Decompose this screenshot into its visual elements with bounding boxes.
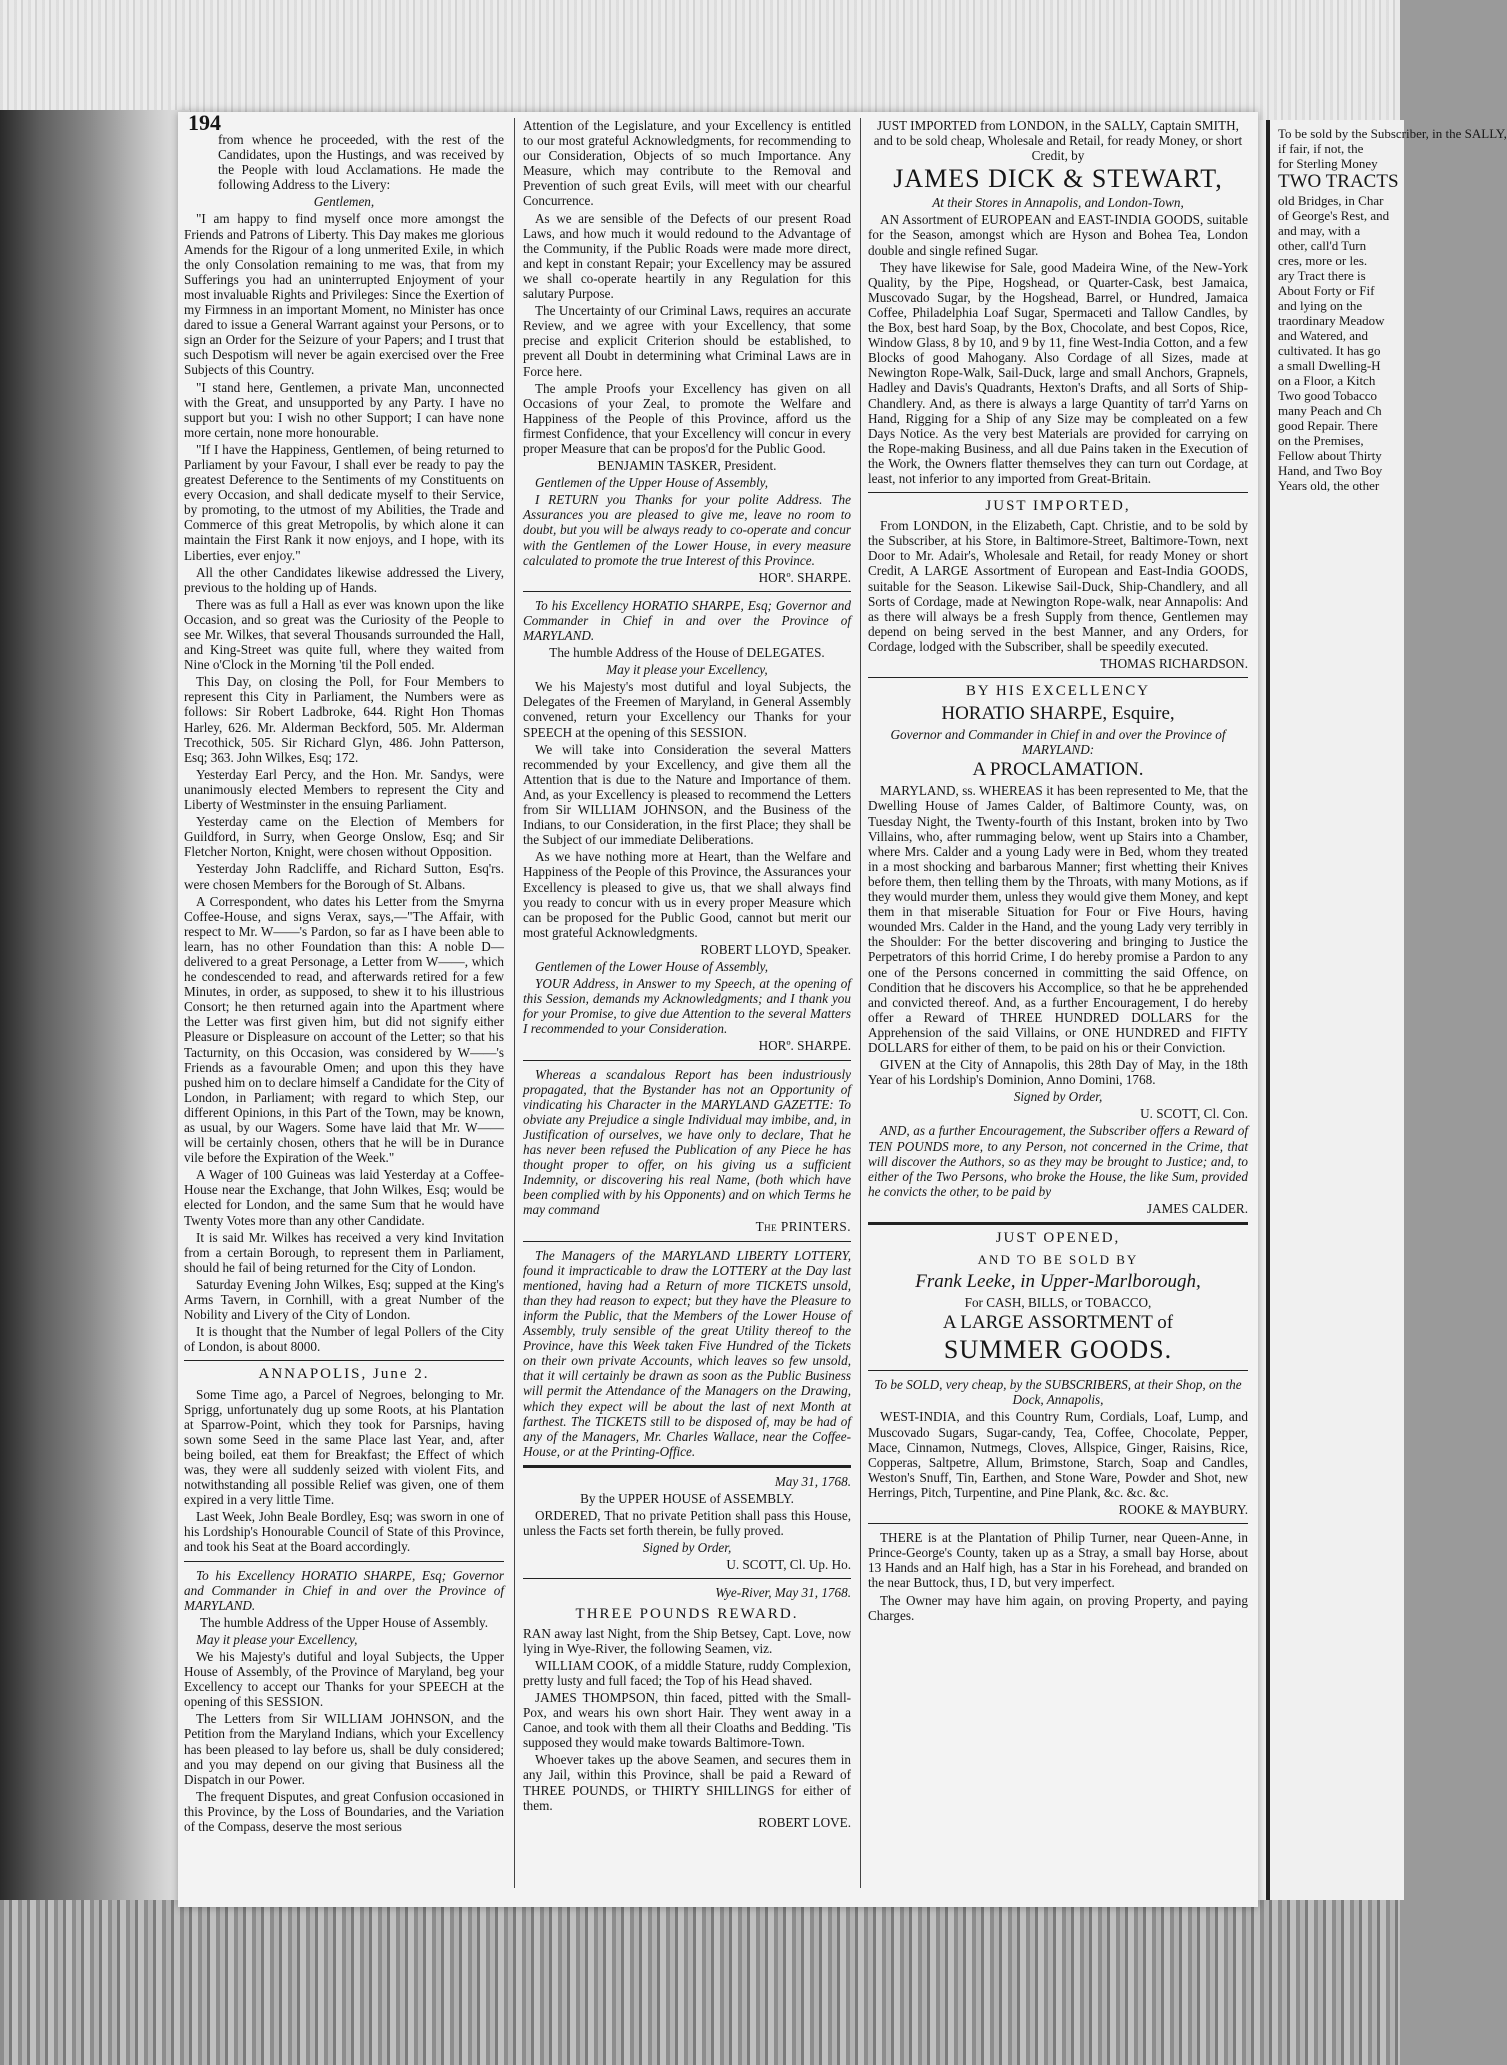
printers-notice: Whereas a scandalous Report has been industriously propagated, that the Bystander has not an Opportunity of vindicating his Character in the MARYLAND GAZETTE: To obviate any Prejudice a single Individual may imbibe, and, in Justification of ourselves, we have only to declare, That he has never been refused the Publication of any Piece he has thought proper to offer, on his giving us a sufficient Indemnity, or discovering his real Name, (both which have been complied with by his Opponents) and on which Terms he may command (523, 1066, 851, 1218)
signature: JAMES CALDER. (1146, 1200, 1248, 1216)
article-paragraph: As we have nothing more at Heart, than the Welfare and Happiness of the People of this Province, the Assurances your Excellency is pleased to give us, that we shall always find you ready to concur with us in every proper Measure which can be proposed for the Public Good, cannot but merit our most grateful Acknowledgments. (523, 849, 851, 940)
signature: ROOKE & MAYBURY. (1118, 1502, 1248, 1518)
section-rule (184, 1360, 504, 1361)
article-paragraph: Saturday Evening John Wilkes, Esq; supped at the King's Arms Tavern, in Cornhill, with a great Number of the Nobility and Livery of the City of London. (184, 1276, 504, 1323)
signature: HORº. SHARPE. (758, 1038, 851, 1054)
adjacent-page-line: About Forty or Fif (1278, 283, 1375, 298)
section-rule (184, 1561, 504, 1562)
article-paragraph: "I stand here, Gentlemen, a private Man, unconnected with the Great, and unsupported by any Party. I have no support but you: I wish no other Support; I can have none more certain, none more honourable. (184, 379, 504, 440)
notice-date: May 31, 1768. (774, 1473, 851, 1489)
proclamation-given: GIVEN at the City of Annapolis, this 28th Day of May, in the 18th Year of his Lordship's Dominion, Anno Domini, 1768. (868, 1057, 1248, 1088)
salutation: May it please your Excellency, (606, 662, 768, 678)
advert-body: WEST-INDIA, and this Country Rum, Cordials, Loaf, Lump, and Muscovado Sugars, Sugar-candy, Tea, Coffee, Chocolate, Pepper, Mace, Cinnamon, Nutmegs, Cloves, Allspice, Ginger, Raisins, Rice, Copperas, Saltpetre, Allum, Brimstone, Starch, Soap and Candles, Weston's Snuff, Tin, Earthen, and Stone Ware, Powder and Shot, new Herrings, Pitch, Turpentine, and Pine Plank, &c. &c. &c. (868, 1409, 1248, 1500)
signature: ROBERT LLOYD, Speaker. (700, 941, 851, 957)
column-rule (514, 118, 515, 1888)
article-paragraph: This Day, on closing the Poll, for Four Members to represent this City in Parliament, the Numbers were as follows: Sir Robert Ladbroke, 644. Right Hon Thomas Harley, 626. Mr. Alderman Beckford, 505. Mr. Alderman Trecothick, 505. Sir Richard Glyn, 486. John Patterson, Esq; 363. John Wilkes, Esq; 172. (184, 674, 504, 765)
proclamation-body: MARYLAND, ss. WHEREAS it has been represented to Me, that the Dwelling House of James Calder, of Baltimore County, was, on Tuesday Night, the Twenty-fourth of this Instant, broken into by Two Villains, who, after rummaging below, went up Stairs into a Chamber, where Mrs. Calder and a young Lady were in Bed, whom they treated in a most shocking and barbarous Manner; first whetting their Knives before them, then telling them by the Throats, with many Motions, as if they would murder them, unless they would give them Money, and kept them in that miserable Situation for Four or Five Hours, having wounded Mrs. Calder in the Hand, and the young Lady very terribly in the Shoulder: For the better discovering and bringing to Justice the Perpetrators of this horrid Crime, I do hereby promise a Pardon to any one of the Persons concerned in committing the said Offence, on Condition that he discovers his Accomplice, so that he be apprehended and convicted thereof. And, as a further Encouragement, I do hereby offer a Reward of THREE HUNDRED DOLLARS for the Apprehension of the said Villains, or ONE HUNDRED and FIFTY DOLLARS for either of them, to be paid on his or their Conviction. (868, 783, 1248, 1055)
advert-merchant-name: JAMES DICK & STEWART, (893, 164, 1223, 194)
signed-by-order: Signed by Order, (642, 1540, 732, 1556)
adjacent-page-line: Fellow about Thirty (1278, 448, 1382, 463)
article-paragraph: "If I have the Happiness, Gentlemen, of being returned to Parliament by your Favour, I shall ever be ready to pay the greatest Deference to the Sentiments of my Constituents on every Occasion, and shall dedicate myself to their Service, by promoting, to the utmost of my Abilities, the Trade and Commerce of this great Metropolis, by which alone it can maintain the First Rank it now enjoys, and I hope, with its Liberties, ever enjoy." (184, 441, 504, 563)
notice-date: Wye-River, May 31, 1768. (715, 1585, 851, 1601)
address-recipient: To his Excellency HORATIO SHARPE, Esq; Governor and Commander in Chief in and over the Province of MARYLAND. (523, 597, 851, 643)
adjacent-page-line: cultivated. It has go (1278, 343, 1381, 358)
stray-notice: The Owner may have him again, on proving Property, and paying Charges. (868, 1592, 1248, 1623)
article-paragraph: Yesterday John Radcliffe, and Richard Sutton, Esq'rs. were chosen Members for the Borough of St. Albans. (184, 861, 504, 892)
adjacent-page-line: other, call'd Turn (1278, 238, 1367, 253)
adjacent-page-line: Hand, and Two Boy (1278, 463, 1383, 478)
adjacent-page-line: and may, with a (1278, 223, 1361, 238)
article-paragraph: Yesterday came on the Election of Members for Guildford, in Surry, when George Onslow, Esq; and Sir Fletcher Norton, Knight, were chosen without Opposition. (184, 814, 504, 860)
advert-goods-title: SUMMER GOODS. (943, 1335, 1173, 1365)
adjacent-page-line: many Peach and Ch (1278, 403, 1382, 418)
section-rule (868, 677, 1248, 678)
adjacent-page-line: and Watered, and (1278, 328, 1369, 343)
adjacent-page-fragment (1266, 120, 1507, 1900)
article-paragraph: "I am happy to find myself once more amongst the Friends and Patrons of Liberty. This Day makes me glorious Amends for the Rigour of a long unmerited Exile, in which the only Consolation remaining to me was, that from my Sufferings you had an uninterrupted Enjoyment of your most invaluable Rights and Privileges: Since the Exertion of my Firmness in an important Moment, no Minister has once dared to issue a General Warrant against your Persons, or to sign an Order for the Seizure of your Papers; and I trust that such Despotism will never be again exercised over the Free Subjects of this Country. (184, 211, 504, 378)
adjacent-page-line: on a Floor, a Kitch (1278, 373, 1376, 388)
adjacent-page-line: TWO TRACTS (1278, 171, 1399, 192)
column-2 (523, 118, 851, 1832)
adjacent-page-line: To be sold by the Subscriber, in the SALLY, (1278, 126, 1507, 141)
adjacent-page-line: traordinary Meadow (1278, 313, 1385, 328)
article-paragraph: from whence he proceeded, with the rest of the Candidates, upon the Hustings, and was received by the People with loud Acclamations. He made the following Address to the Livery: (218, 132, 504, 193)
page-number: 194 (188, 110, 221, 135)
article-paragraph: The Uncertainty of our Criminal Laws, requires an accurate Review, and we agree with your Excellency, that some precise and explicit Criterion should be established, to prevent all Doubt in determining what Criminal Laws are in Force here. (523, 303, 851, 379)
lottery-notice: The Managers of the MARYLAND LIBERTY LOTTERY, found it impracticable to draw the LOTTERY at the Day last mentioned, having had a Return of more TICKETS unsold, than they had reason to expect; but they have the Pleasure to inform the Public, that the Members of the Lower House of Assembly, truly sensible of the great Utility thereof to the Province, have this Week taken Five Hundred of the Tickets on their own private Accounts, which leaves so few unsold, that it will certainly be drawn as soon as the Public Business will permit the Attendance of the Managers on the Drawing, which they expect will be about the last of next Month at farthest. The TICKETS still to be disposed of, may be had of any of the Managers, Mr. Charles Wallace, near the Coffee-House, or at the Printing-Office. (523, 1247, 851, 1459)
signature: THOMAS RICHARDSON. (1099, 656, 1248, 671)
column-1 (184, 118, 504, 1836)
adjacent-page-line: on the Premises, (1278, 433, 1364, 448)
notice-body: JAMES THOMPSON, thin faced, pitted with the Small-Pox, and wears his own short Hair. They went away in a Canoe, and took with them all their Cloaths and Bedding. 'Tis supposed they would make towards Baltimore-Town. (523, 1690, 851, 1751)
signed-by-order: Signed by Order, (1013, 1089, 1103, 1105)
adjacent-page-line: for Sterling Money (1278, 156, 1378, 171)
advert-body: AN Assortment of EUROPEAN and EAST-INDIA GOODS, suitable for the Season, amongst which are Hyson and Bohea Tea, London double and single refined Sugar. (868, 212, 1248, 258)
article-paragraph: Some Time ago, a Parcel of Negroes, belonging to Mr. Sprigg, unfortunately dug up some Roots, at his Plantation at Sparrow-Point, which they took for Parsnips, having sown some Seed in the same Place last Year, and, after being boiled, eat them for Breakfast; the Effect of which was, they were all suddenly seized with violent Fits, and notwithstanding all possible Relief was given, one of them expired in a very little Time. (184, 1386, 504, 1508)
dateline-heading: ANNAPOLIS, June 2. (258, 1366, 430, 1383)
advert-heading: JUST IMPORTED, (985, 498, 1131, 515)
column-rule (860, 118, 861, 1888)
article-paragraph: We his Majesty's dutiful and loyal Subjects, the Upper House of Assembly, of the Province of Maryland, beg your Excellency to accept our Thanks for your SPEECH at the opening of this SESSION. (184, 1649, 504, 1710)
article-paragraph: As we are sensible of the Defects of our present Road Laws, and how much it would redound to the Advantage of the Community, if the Public Roads were made more direct, and kept in constant Repair; your Excellency may be assured we shall co-operate heartily in any Regulation for this salutary Purpose. (523, 210, 851, 302)
salutation: May it please your Excellency, (196, 1631, 358, 1647)
advert-body: They have likewise for Sale, good Madeira Wine, of the New-York Quality, by the Pipe, Hogshead, or Quarter-Cask, best Jamaica, Muscovado Sugar, by the Hogshead, Barrel, or Hundred, Jamaica Coffee, Philadelphia Loaf Sugar, Spermaceti and Tallow Candles, by the Box, best hard Soap, by the Box, Chocolate, and best Copos, Rice, Window Glass, 8 by 10, and 9 by 11, fine West-India Cotton, and a few Blocks of good Mahogany. Also Cordage of all Sizes, made at Newington Rope-Walk, Sail-Duck, large and small Anchors, Grapnels, Hadley and Davis's Quadrants, Hexton's Drafts, and all Sorts of Ship-Chandlery. And, as there is always a large Quantity of tarr'd Yarns on Hand, Rigging for a Ship of any Size may be compleated on a few Days Notice. As the very best Materials are provided for carrying on the Rope-making Business, and all due Pains taken in the Execution of the Work, the Owners flatter themselves they can turn out Cordage, at least, not inferior to any imported from Great-Britain. (868, 259, 1248, 486)
adjacent-page-column (1278, 126, 1507, 493)
adjacent-page-line: of George's Rest, and (1278, 208, 1390, 223)
article-paragraph: We will take into Consideration the several Matters recommended by your Excellency, and give them all the Attention that is due to the Nature and Importance of them. And, as your Excellency is pleased to recommend the Letters from Sir WILLIAM JOHNSON, and the Business of the Indians, to our Consideration, in the first Place; they shall be the Subject of our immediate Deliberations. (523, 741, 851, 848)
signature: ROBERT LOVE. (758, 1814, 851, 1830)
signature: U. SCOTT, Cl. Con. (1140, 1106, 1248, 1122)
proclamation-governor-title: Governor and Commander in Chief in and over the Province of MARYLAND: (890, 727, 1226, 758)
notice-heading: By the UPPER HOUSE of ASSEMBLY. (580, 1490, 794, 1506)
notice-body: ORDERED, That no private Petition shall pass this House, unless the Facts set forth therein, be fully proved. (523, 1508, 851, 1539)
address-recipient: Gentlemen of the Lower House of Assembly, (535, 958, 769, 974)
advert-terms: For CASH, BILLS, or TOBACCO, (964, 1295, 1152, 1311)
article-paragraph: Attention of the Legislature, and your Excellency is entitled to our most grateful Acknowledgments, for recommending to our Consideration, Objects of so much Importance. Any Measure, which may contribute to the Removal and Prevention of such great Evils, will meet with our chearful Concurrence. (523, 118, 851, 209)
section-rule (523, 1241, 851, 1242)
adjacent-page-line: ary Tract there is (1278, 268, 1366, 283)
signature: HORº. SHARPE. (758, 569, 851, 585)
article-paragraph: A Wager of 100 Guineas was laid Yesterday at a Coffee-House near the Exchange, that John Wilkes, Esq; would be elected for London, and the same Sum that he would have Twenty Votes more than any other Candidate. (184, 1167, 504, 1228)
article-paragraph: The Letters from Sir WILLIAM JOHNSON, and the Petition from the Maryland Indians, which your Excellency has been pleased to lay before us, shall be duly considered; and you may depend on our giving that Business all the Dispatch in our Power. (184, 1711, 504, 1787)
section-rule (523, 591, 851, 592)
section-rule (523, 1465, 851, 1468)
advert-heading: A LARGE ASSORTMENT of (942, 1312, 1174, 1334)
adjacent-page-line: if fair, if not, the (1278, 141, 1364, 156)
section-rule (868, 1523, 1248, 1524)
adjacent-page-line: Two good Tobacco (1278, 388, 1378, 403)
address-recipient: Gentlemen of the Upper House of Assembly, (535, 475, 769, 491)
advert-merchant-name: Frank Leeke, in Upper-Marlborough, (915, 1271, 1201, 1293)
stray-notice: THERE is at the Plantation of Philip Turner, near Queen-Anne, in Prince-George's County, taken up as a Stray, a small bay Horse, about 13 Hands and an Half high, has a Star in his Forehead, and branded on the near Buttock, thus, I D, but very imperfect. (868, 1530, 1248, 1591)
article-paragraph: We his Majesty's most dutiful and loyal Subjects, the Delegates of the Freemen of Maryland, in General Assembly convened, return your Excellency our Thanks for your SPEECH at the opening of this SESSION. (523, 679, 851, 740)
advert-intro: JUST IMPORTED from LONDON, in the SALLY, Captain SMITH, and to be sold cheap, Wholesale and Retail, for ready Money, or short Credit, by (873, 118, 1243, 164)
reward-heading: THREE POUNDS REWARD. (575, 1605, 799, 1622)
signature: The PRINTERS. (755, 1219, 851, 1235)
advert-body: From LONDON, in the Elizabeth, Capt. Christie, and to be sold by the Subscriber, at his Store, in Baltimore-Street, Baltimore-Town, next Door to Mr. Adair's, Wholesale and Retail, for ready Money or short Credit, A LARGE Assortment of European and East-India GOODS, suitable for the Season. Likewise Sail-Duck, Ship-Chandlery, and all Sorts of Cordage, made at Newington Rope-walk, near Annapolis: And as there will always be a fresh Supply from thence, Gentlemen may depend on being served in the best Manner, and any Orders, for Cordage, lodged with the Subscriber, shall be speedily executed. (868, 518, 1248, 654)
book-spine-shadow (0, 110, 190, 1900)
advert-heading: JUST OPENED, (995, 1230, 1121, 1246)
address-recipient: To his Excellency HORATIO SHARPE, Esq; Governor and Commander in Chief in and over the Province of MARYLAND. (184, 1567, 504, 1613)
adjacent-page-line: old Bridges, in Char (1278, 193, 1384, 208)
column-3 (868, 118, 1248, 1625)
article-paragraph: All the other Candidates likewise addressed the Livery, previous to the holding up of Hands. (184, 564, 504, 595)
signature: BENJAMIN TASKER, President. (597, 458, 777, 474)
notice-body: Whoever takes up the above Seamen, and secures them in any Jail, within this Province, shall be paid a Reward of THREE POUNDS, or THIRTY SHILLINGS for either of them. (523, 1752, 851, 1813)
advert-intro: To be SOLD, very cheap, by the SUBSCRIBERS, at their Shop, on the Dock, Annapolis, (874, 1377, 1242, 1408)
notice-body: WILLIAM COOK, of a middle Stature, ruddy Complexion, pretty lusty and full faced; the Top of his Head shaved. (523, 1657, 851, 1688)
advert-location: At their Stores in Annapolis, and London-Town, (932, 195, 1184, 211)
article-paragraph: There was as full a Hall as ever was known upon the like Occasion, and so great was the Curiosity of the People to see Mr. Wilkes, that several Thousands surrounded the Hall, and King-Street was quite full, where they waited from Nine o'Clock in the Morning 'til the Poll ended. (184, 596, 504, 673)
salutation: Gentlemen, (313, 194, 375, 210)
governor-reply: I RETURN you Thanks for your polite Address. The Assurances you are pleased to give me, leave no room to doubt, but you will be always ready to co-operate and concur with the Gentlemen of the Lower House, in every measure calculated to promote the true Interest of this Province. (523, 492, 851, 568)
article-paragraph: Last Week, John Beale Bordley, Esq; was sworn in one of his Lordship's Honourable Council of State of this Province, and took his Seat at the Board accordingly. (184, 1509, 504, 1555)
page-bottom-edge (0, 1900, 1400, 2065)
section-rule (523, 1578, 851, 1579)
reward-notice: AND, as a further Encouragement, the Subscriber offers a Reward of TEN POUNDS more, to any Person, not concerned in the Crime, that will discover the Authors, so as they may be brought to Justice; and, to either of the Two Persons, who broke the House, the like Sum, provided he convicts the other, to be paid by (868, 1123, 1248, 1199)
article-paragraph: It is thought that the Number of legal Pollers of the City of London, is about 8000. (184, 1324, 504, 1355)
notice-body: RAN away last Night, from the Ship Betsey, Capt. Love, now lying in Wye-River, the following Seamen, viz. (523, 1625, 851, 1656)
governor-reply: YOUR Address, in Answer to my Speech, at the opening of this Session, demands my Acknowledgments; and I thank you for your Promise, to give due Attention to the several Matters I recommended to your Consideration. (523, 976, 851, 1037)
article-paragraph: Yesterday Earl Percy, and the Hon. Mr. Sandys, were unanimously elected Members to represent the City and Liberty of Westminster in the ensuing Parliament. (184, 766, 504, 813)
article-paragraph: The frequent Disputes, and great Confusion occasioned in this Province, by the Loss of Boundaries, and the Variation of the Compass, deserve the most serious (184, 1788, 504, 1835)
newspaper-page (178, 112, 1258, 1907)
section-rule (868, 492, 1248, 493)
section-rule (868, 1370, 1248, 1371)
address-title: The humble Address of the House of DELEGATES. (549, 645, 825, 661)
adjacent-page-line: Years old, the other (1278, 478, 1380, 493)
adjacent-page-line: cres, more or les. (1278, 253, 1368, 268)
section-rule (868, 1222, 1248, 1225)
adjacent-page-line: and lying on the (1278, 298, 1363, 313)
address-title: The humble Address of the Upper House of Assembly. (199, 1614, 489, 1630)
page-top-edge (0, 0, 1400, 120)
article-paragraph: The ample Proofs your Excellency has given on all Occasions of your Zeal, to promote the Welfare and Happiness of the People of this Province, afford us the firmest Confidence, that your Excellency will concur in every proper Measure that can be propos'd for the Public Good. (523, 380, 851, 456)
article-paragraph: A Correspondent, who dates his Letter from the Smyrna Coffee-House, and signs Verax, says,—"The Affair, with respect to Mr. W——'s Pardon, so far as I have been able to learn, has no other Foundation than this: A noble D— delivered to a great Personage, a Letter from W——, which he condescended to read, and afterwards retired for a few Minutes, in order, as supposed, to shew it to his illustrious Consort; he then returned again into the Apartment where the Letter was first given him, but did not signify either Pleasure or Displeasure on account of the Letter; so that his Tacturnity, on this Occasion, was considered by W——'s Friends as a favourable Omen; and upon this they have pushed him on to declare himself a Candidate for the City of London, in Parliament; with regard to which Step, our different Opinions, in this Part of the Town, may be known, as usual, by our Wagers. Some have laid that Mr. W—— will be certainly chosen, others that he will be in Durance vile before the Expiration of the Week." (184, 893, 504, 1166)
section-rule (523, 1060, 851, 1061)
proclamation-by: BY HIS EXCELLENCY (965, 683, 1151, 700)
article-paragraph: It is said Mr. Wilkes has received a very kind Invitation from a certain Borough, to represent them in Parliament, should he fail of being returned for the City of London. (184, 1229, 504, 1275)
proclamation-governor: HORATIO SHARPE, Esquire, (941, 703, 1175, 725)
signature: U. SCOTT, Cl. Up. Ho. (726, 1557, 851, 1573)
proclamation-title: A PROCLAMATION. (972, 759, 1144, 781)
adjacent-page-line: a small Dwelling-H (1278, 358, 1381, 373)
advert-subheading: AND TO BE SOLD BY (977, 1252, 1139, 1268)
adjacent-page-line: good Repair. There (1278, 418, 1378, 433)
